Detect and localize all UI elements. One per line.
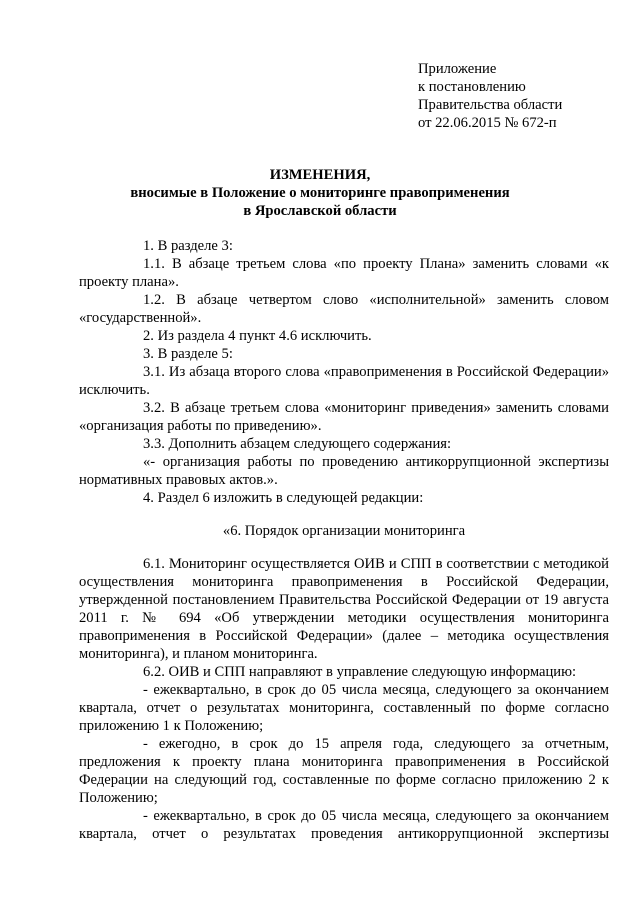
section-6-heading: «6. Порядок организации мониторинга (222, 523, 466, 539)
paragraph-4: 4. Раздел 6 изложить в следующей редакции: (143, 490, 424, 506)
paragraph-2: 2. Из раздела 4 пункт 4.6 исключить. (143, 328, 372, 344)
paragraph-3: 3. В разделе 5: (143, 346, 233, 362)
paragraph-1-2: 1.2. В абзаце четвертом слово «исполнительной» заменить словом «государственной». (79, 292, 609, 326)
bullet-annual-proposals: - ежегодно, в срок до 15 апреля года, следующего за отчетным, предложения к проекту плана мониторинга правоприменения в Российской Федерации на следующий год, составленные по форме согласно приложению 2 к Положению; (79, 736, 609, 806)
appendix-line-1: Приложение (418, 61, 497, 77)
paragraph-3-1: 3.1. Из абзаца второго слова «правоприменения в Российской Федерации» исключить. (79, 364, 609, 398)
title-line-3: в Ярославской области (243, 203, 397, 219)
document-title (0, 166, 640, 220)
document-body (79, 237, 609, 843)
paragraph-1-1: 1.1. В абзаце третьем слова «по проекту Плана» заменить словами «к проекту плана». (79, 256, 609, 290)
paragraph-6-2: 6.2. ОИВ и СПП направляют в управление следующую информацию: (143, 664, 577, 680)
title-line-2: вносимые в Положение о мониторинге правоприменения (130, 185, 510, 201)
bullet-anticorruption-report: - ежеквартально, в срок до 05 числа месяца, следующего за окончанием квартала, отчет о результатах проведения антикоррупционной экспертизы (79, 808, 609, 842)
appendix-reference (418, 60, 562, 132)
paragraph-1: 1. В разделе 3: (143, 238, 233, 254)
appendix-line-4: от 22.06.2015 № 672-п (418, 115, 557, 131)
appendix-line-2: к постановлению (418, 79, 526, 95)
paragraph-3-3: 3.3. Дополнить абзацем следующего содержания: (143, 436, 452, 452)
appendix-line-3: Правительства области (418, 97, 563, 113)
paragraph-3-2: 3.2. В абзаце третьем слова «мониторинг приведения» заменить словами «организация работы по приведению». (79, 400, 609, 434)
title-line-1: ИЗМЕНЕНИЯ, (269, 167, 371, 183)
bullet-quarterly-report: - ежеквартально, в срок до 05 числа месяца, следующего за окончанием квартала, отчет о результатах мониторинга, составленный по форме согласно приложению 1 к Положению; (79, 682, 609, 734)
paragraph-3-3-quote: «- организация работы по проведению антикоррупционной экспертизы нормативных правовых актов.». (79, 454, 609, 488)
paragraph-6-1: 6.1. Мониторинг осуществляется ОИВ и СПП в соответствии с методикой осуществления мониторинга правоприменения в Российской Федерации, утвержденной постановлением Правительства Российской Федерации от 19 августа 2011 г. № 694 «Об утверждении методики осуществления мониторинга правоприменения в Российской Федерации» (далее – методика осуществления мониторинга), и планом мониторинга. (79, 556, 609, 662)
